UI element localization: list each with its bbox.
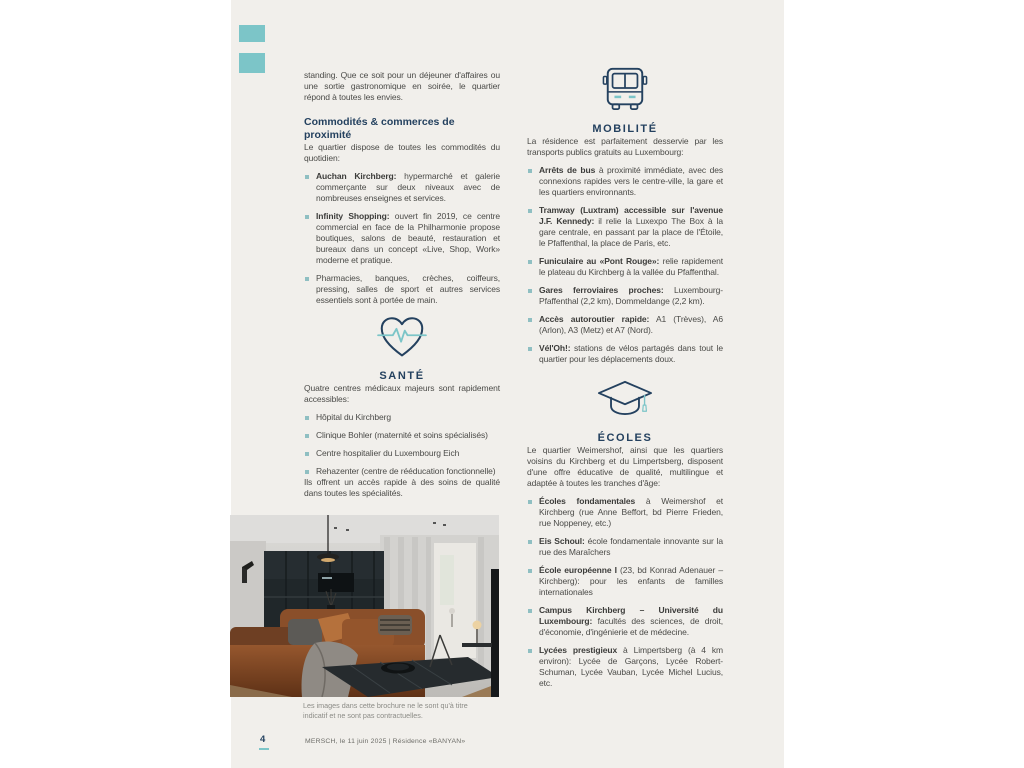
interior-photo (230, 515, 499, 697)
teal-margin-tab-2 (239, 53, 265, 73)
page-number-underline (259, 748, 269, 750)
intro-paragraph: standing. Que ce soit pour un déjeuner d'affaires ou une sortie gastronomique en soirée, le quartier répond à toutes les envies. (304, 70, 500, 102)
list-item: Funiculaire au «Pont Rouge»: relie rapidement le plateau du Kirchberg à la vallée du Pfaffenthal. (527, 256, 723, 278)
mobilite-heading: MOBILITÉ (592, 123, 658, 135)
commodites-heading: Commodités & commerces de proximité (304, 116, 455, 141)
list-item: Auchan Kirchberg: hypermarché et galerie commerçante sur deux niveaux avec de nombreuses enseignes et services. (304, 171, 500, 204)
bus-icon (527, 64, 723, 115)
list-item: Eis Schoul: école fondamentale innovante sur la rue des Maraîchers (527, 536, 723, 558)
list-item: Vél'Oh!: stations de vélos partagés dans tout le quartier pour les déplacements doux. (527, 343, 723, 365)
photo-caption: Les images dans cette brochure ne le sont qu'à titre indicatif et ne sont pas contractuelles. (303, 701, 468, 720)
list-item: Pharmacies, banques, crèches, coiffeurs, pressing, salles de sport et autres services essentiels sont à portée de main. (304, 273, 500, 306)
teal-margin-tab-1 (239, 25, 265, 42)
page-number: 4 (260, 734, 266, 745)
list-item: Écoles fondamentales à Weimershof et Kirchberg (rue Anne Beffort, bd Pierre Frieden, rue Noppeney, etc.) (527, 496, 723, 529)
list-item: École européenne I (23, bd Konrad Adenauer – Kirchberg): pour les enfants de familles internationales (527, 565, 723, 598)
heart-pulse-icon (304, 315, 500, 364)
list-item: Centre hospitalier du Luxembourg Eich (304, 448, 500, 459)
list-item: Lycées prestigieux à Limpertsberg (à 4 km environ): Lycée de Garçons, Lycée Robert-Schuman, Lycée Vauban, Lycée Michel Lucius, etc. (527, 645, 723, 689)
list-item: Campus Kirchberg – Université du Luxembourg: facultés des sciences, de droit, d'économie, d'ingénierie et de médecine. (527, 605, 723, 638)
left-column (304, 70, 500, 499)
commodites-list (304, 171, 500, 306)
ecoles-list (527, 496, 723, 689)
commodites-intro: Le quartier dispose de toutes les commodités du quotidien: (304, 142, 500, 163)
graduation-cap-icon (527, 380, 723, 424)
list-item: Gares ferroviaires proches: Luxembourg-Pfaffenthal (2,2 km), Dommeldange (2,2 km). (527, 285, 723, 307)
brochure-page (231, 0, 784, 768)
list-item: Rehazenter (centre de rééducation fonctionnelle) (304, 466, 500, 477)
list-item: Infinity Shopping: ouvert fin 2019, ce centre commercial en face de la Philharmonie propose boutiques, salons de beauté, restauration et bureaux dans un concept «Live, Shop, Work» moderne et pratique. (304, 211, 500, 266)
list-item: Hôpital du Kirchberg (304, 412, 500, 423)
mobilite-intro: La résidence est parfaitement desservie par les transports publics gratuits au Luxembourg: (527, 136, 723, 157)
sante-list (304, 412, 500, 477)
mobilite-list (527, 165, 723, 365)
ecoles-intro: Le quartier Weimershof, ainsi que les quartiers voisins du Kirchberg et du Limpertsberg, disposent d'une offre éducative de qualité, multilingue et adaptée à toutes les tranches d'âge: (527, 445, 723, 488)
list-item: Tramway (Luxtram) accessible sur l'avenue J.F. Kennedy: il relie la Luxexpo The Box à la gare centrale, en passant par la place de l'Étoile, le Pfaffenthal, la place de Paris, etc. (527, 205, 723, 249)
sante-outro: Ils offrent un accès rapide à des soins de qualité dans toutes les spécialités. (304, 477, 500, 498)
ecoles-heading: ÉCOLES (597, 432, 653, 444)
right-column (527, 64, 723, 689)
list-item: Accès autoroutier rapide: A1 (Trèves), A6 (Arlon), A3 (Metz) et A7 (Nord). (527, 314, 723, 336)
list-item: Clinique Bohler (maternité et soins spécialisés) (304, 430, 500, 441)
footer-text: MERSCH, le 11 juin 2025 | Résidence «BANYAN» (305, 738, 466, 745)
list-item: Arrêts de bus à proximité immédiate, avec des connexions rapides vers le centre-ville, la gare et les quartiers environnants. (527, 165, 723, 198)
sante-intro: Quatre centres médicaux majeurs sont rapidement accessibles: (304, 383, 500, 404)
sante-heading: SANTÉ (379, 370, 425, 382)
